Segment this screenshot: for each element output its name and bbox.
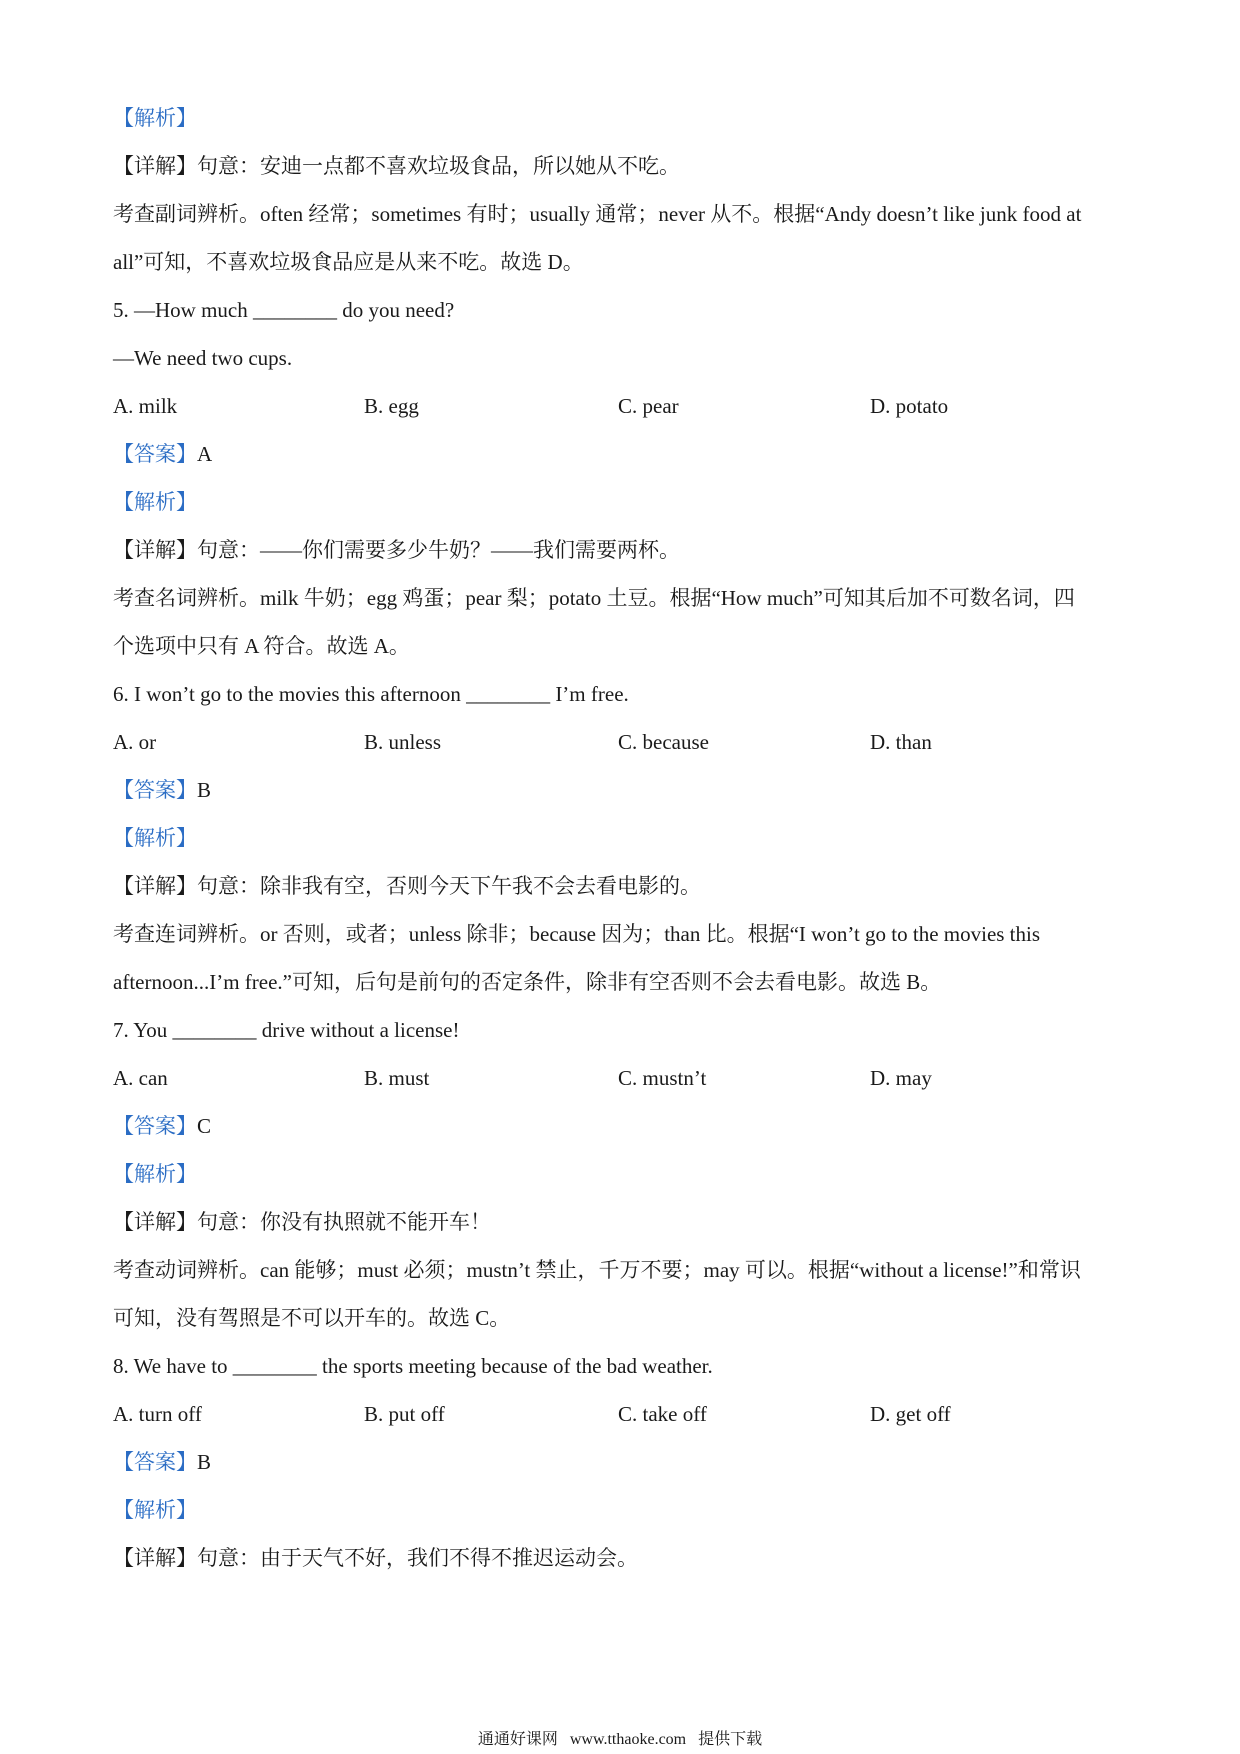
detail-line xyxy=(113,152,680,180)
option-a: A. or xyxy=(113,730,157,754)
explanation-line: 考查副词辨析。often 经常；sometimes 有时；usually 通常；never 从不。根据“Andy doesn’t like junk food at xyxy=(113,202,1082,226)
answer-value: B xyxy=(197,1450,212,1474)
explanation-line: afternoon...I’m free.”可知，后句是前句的否定条件，除非有空否则不会去看电影。故选 B。 xyxy=(113,970,942,994)
option-d: D. get off xyxy=(870,1402,951,1426)
option-d: D. than xyxy=(870,730,932,754)
explanation-line: all”可知，不喜欢垃圾食品应是从来不吃。故选 D。 xyxy=(113,250,584,274)
answer-line xyxy=(113,1448,211,1476)
question-stem: 5. —How much ________ do you need? xyxy=(113,298,455,322)
detail-text: 句意：安迪一点都不喜欢垃圾食品，所以她从不吃。 xyxy=(197,154,680,178)
footer-url[interactable]: www.tthaoke.com xyxy=(569,1731,687,1748)
option-b: B. put off xyxy=(364,1402,445,1426)
option-b: B. egg xyxy=(364,394,419,418)
answer-tag: 【答案】 xyxy=(113,778,197,802)
explanation-line: 考查动词辨析。can 能够；must 必须；mustn’t 禁止，千万不要；may 可以。根据“without a license!”和常识 xyxy=(113,1258,1081,1282)
page-footer xyxy=(0,1730,1240,1750)
analysis-heading: 【解析】 xyxy=(113,106,197,130)
answer-value: C xyxy=(197,1114,212,1138)
detail-line xyxy=(113,1208,491,1236)
option-c: C. take off xyxy=(618,1402,707,1426)
option-a: A. milk xyxy=(113,394,178,418)
detail-tag: 【详解】 xyxy=(113,1210,197,1234)
option-d: D. may xyxy=(870,1066,932,1090)
question-stem: 8. We have to ________ the sports meeting because of the bad weather. xyxy=(113,1354,713,1378)
option-c: C. mustn’t xyxy=(618,1066,707,1090)
detail-text: 句意：由于天气不好，我们不得不推迟运动会。 xyxy=(197,1546,638,1570)
detail-tag: 【详解】 xyxy=(113,538,197,562)
answer-line xyxy=(113,440,212,468)
explanation-line: 考查名词辨析。milk 牛奶；egg 鸡蛋；pear 梨；potato 土豆。根据“How much”可知其后加不可数名词，四 xyxy=(113,586,1075,610)
option-c: C. pear xyxy=(618,394,679,418)
answer-line xyxy=(113,776,211,804)
option-a: A. turn off xyxy=(113,1402,202,1426)
answer-tag: 【答案】 xyxy=(113,1450,197,1474)
analysis-heading: 【解析】 xyxy=(113,490,197,514)
analysis-heading: 【解析】 xyxy=(113,826,197,850)
answer-value: B xyxy=(197,778,212,802)
detail-line xyxy=(113,536,680,564)
answer-value: A xyxy=(197,442,213,466)
detail-text: 句意：除非我有空，否则今天下午我不会去看电影的。 xyxy=(197,874,701,898)
analysis-heading: 【解析】 xyxy=(113,1498,197,1522)
option-c: C. because xyxy=(618,730,709,754)
detail-tag: 【详解】 xyxy=(113,874,197,898)
explanation-line: 可知，没有驾照是不可以开车的。故选 C。 xyxy=(113,1306,511,1330)
option-b: B. must xyxy=(364,1066,430,1090)
footer-site-name: 通通好课网 xyxy=(477,1731,558,1748)
option-a: A. can xyxy=(113,1066,168,1090)
detail-line xyxy=(113,1544,638,1572)
question-stem: —We need two cups. xyxy=(113,346,293,370)
answer-tag: 【答案】 xyxy=(113,442,197,466)
answer-tag: 【答案】 xyxy=(113,1114,197,1138)
explanation-line: 个选项中只有 A 符合。故选 A。 xyxy=(113,634,410,658)
footer-suffix: 提供下载 xyxy=(698,1731,763,1748)
detail-line xyxy=(113,872,701,900)
answer-line xyxy=(113,1112,211,1140)
option-b: B. unless xyxy=(364,730,442,754)
explanation-line: 考查连词辨析。or 否则，或者；unless 除非；because 因为；than 比。根据“I won’t go to the movies this xyxy=(113,922,1041,946)
detail-tag: 【详解】 xyxy=(113,1546,197,1570)
detail-tag: 【详解】 xyxy=(113,154,197,178)
question-stem: 7. You ________ drive without a license! xyxy=(113,1018,460,1042)
detail-text: 句意：——你们需要多少牛奶？——我们需要两杯。 xyxy=(197,538,680,562)
question-stem: 6. I won’t go to the movies this afternoon ________ I’m free. xyxy=(113,682,629,706)
option-d: D. potato xyxy=(870,394,949,418)
analysis-heading: 【解析】 xyxy=(113,1162,197,1186)
detail-text: 句意：你没有执照就不能开车！ xyxy=(197,1210,491,1234)
